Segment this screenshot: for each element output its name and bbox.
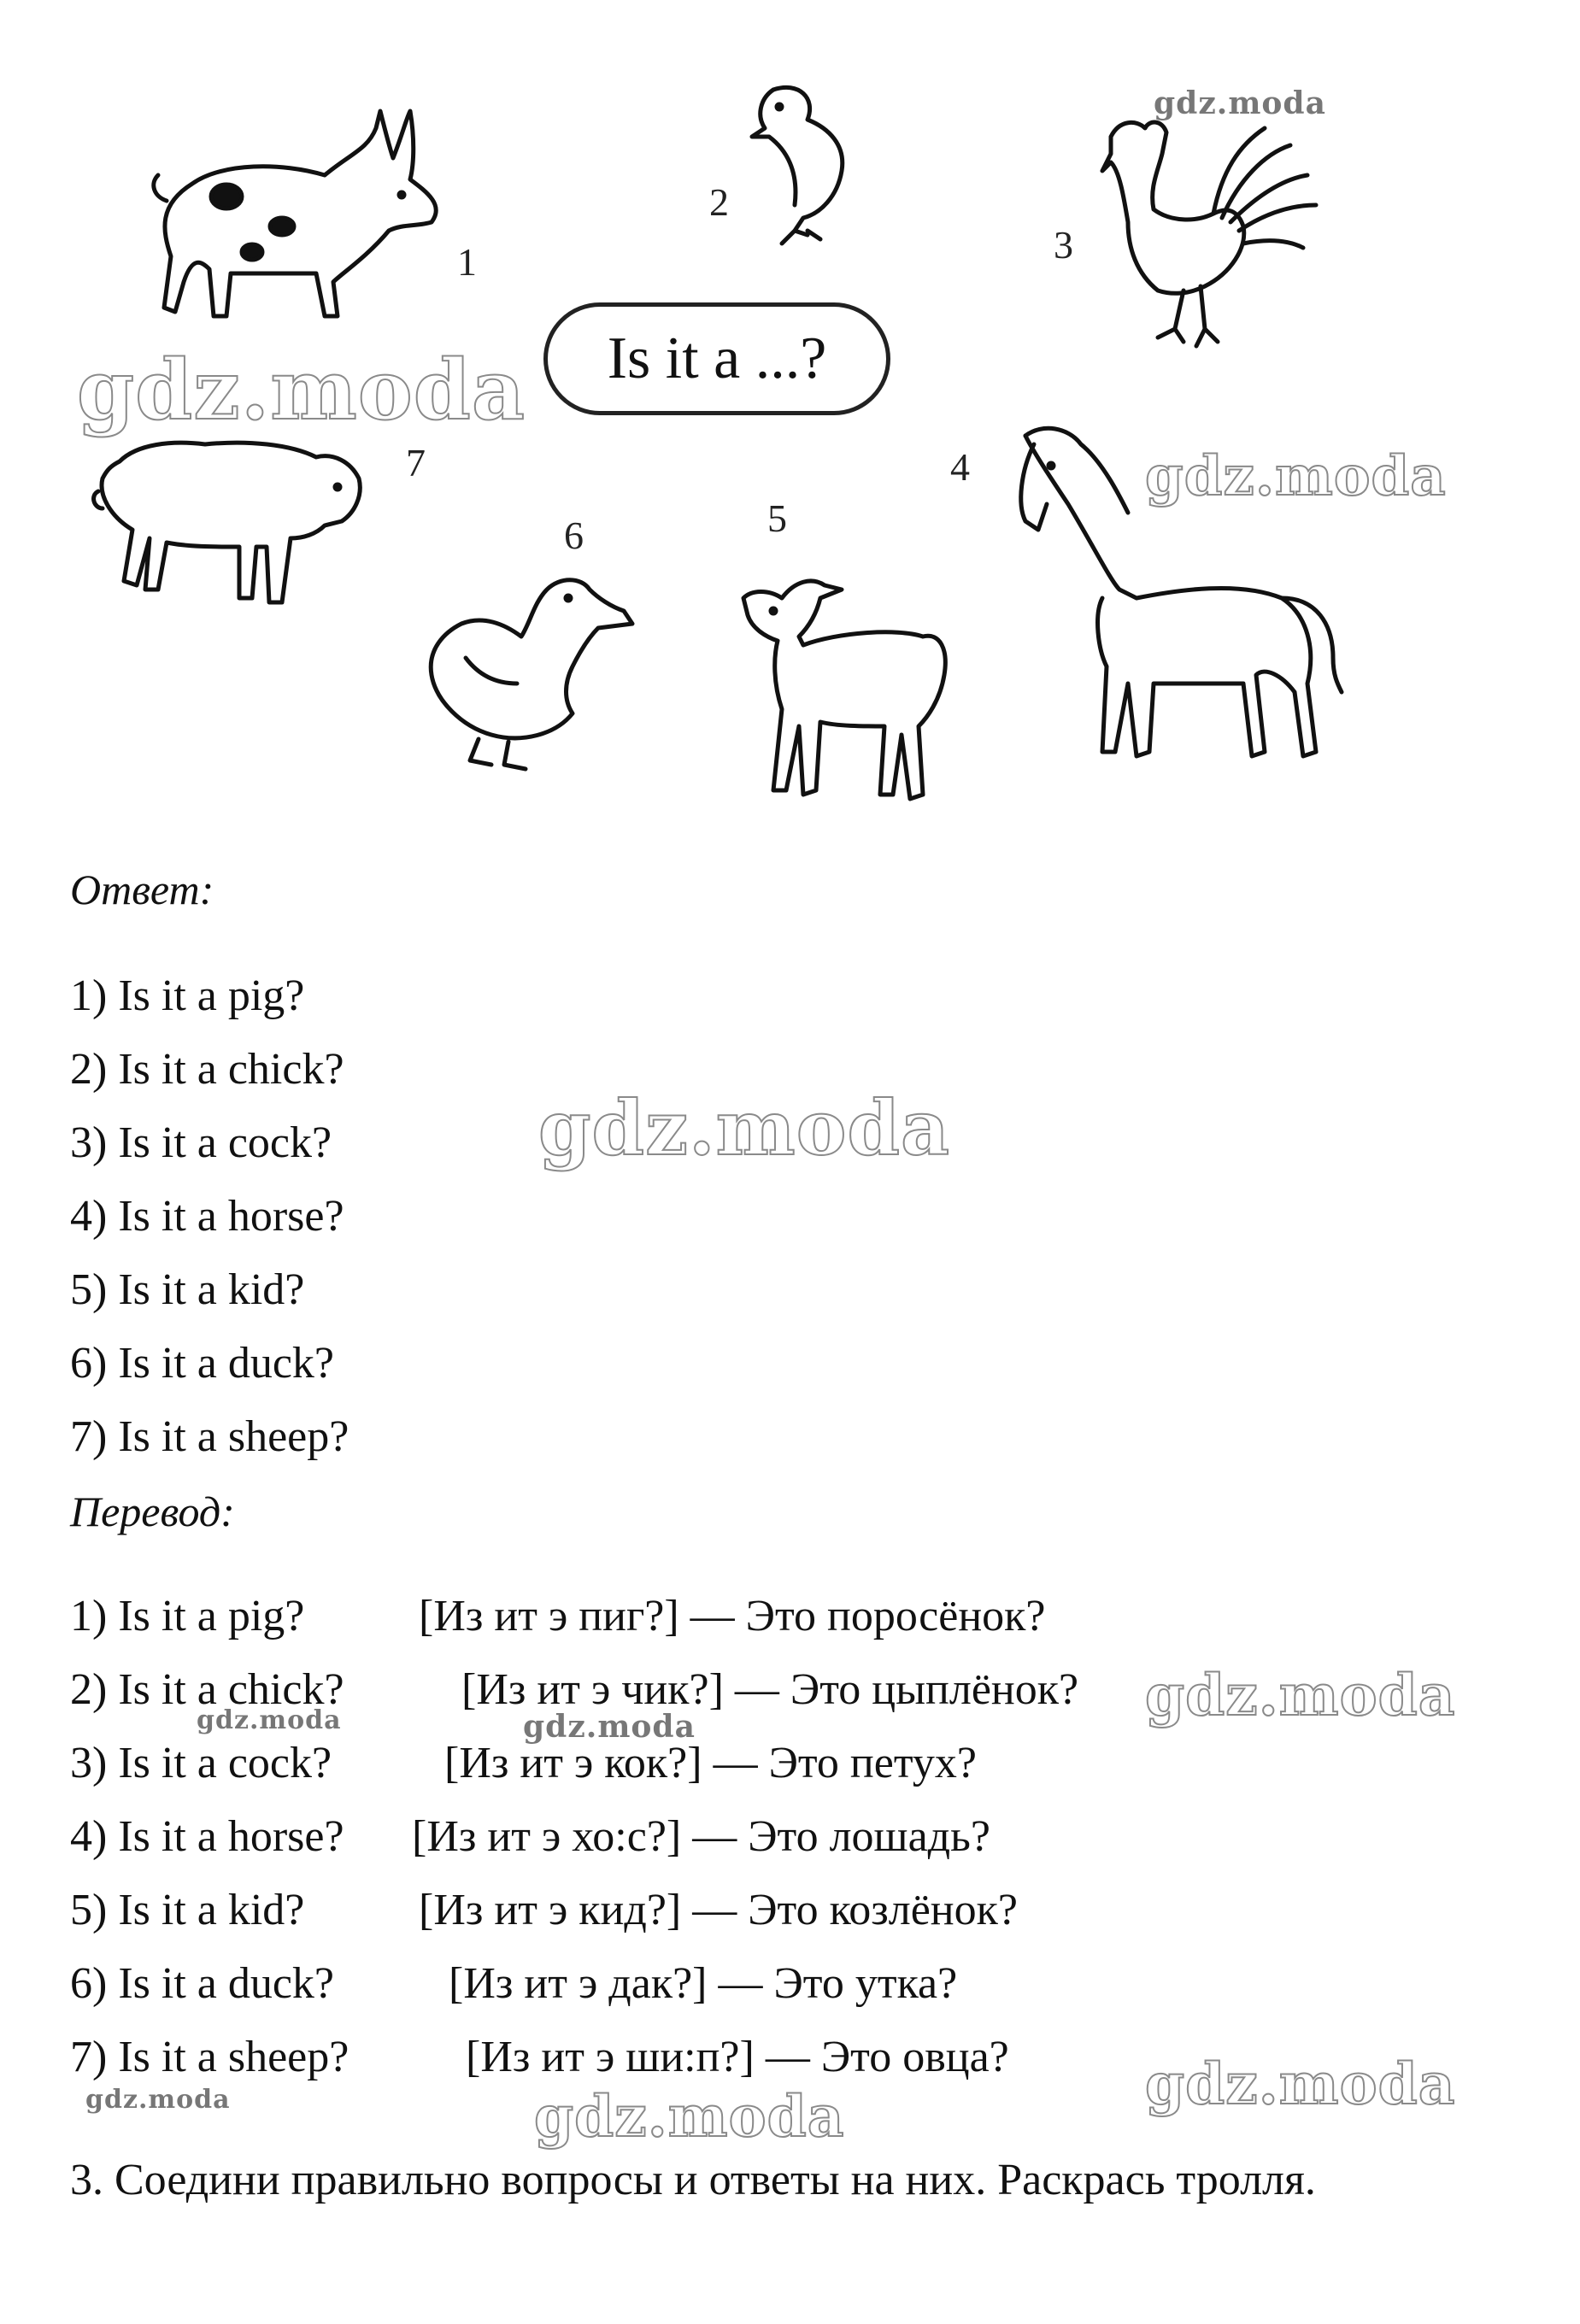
translation-ru: [Из ит э чик?] — Это цыплёнок? — [461, 1665, 1079, 1714]
next-task-instruction: 3. Соедини правильно вопросы и ответы на них. Раскрась тролля. — [70, 2156, 1316, 2204]
animal-number-4: 4 — [950, 445, 970, 489]
translation-en: 6) Is it a duck? — [70, 1959, 335, 2008]
answer-line: 7) Is it a sheep? — [70, 1412, 349, 1461]
answer-line: 6) Is it a duck? — [70, 1339, 335, 1388]
translation-en: 1) Is it a pig? — [70, 1592, 305, 1640]
translation-en: 4) Is it a horse? — [70, 1812, 344, 1861]
animal-number-1: 1 — [457, 240, 477, 284]
animal-number-3: 3 — [1054, 223, 1073, 267]
translation-ru: [Из ит э дак?] — Это утка? — [449, 1959, 958, 2008]
translation-ru: [Из ит э кок?] — Это петух? — [444, 1739, 977, 1787]
translation-en: 5) Is it a kid? — [70, 1886, 305, 1934]
question-bubble: Is it a ...? — [543, 302, 890, 415]
translation-en: 3) Is it a cock? — [70, 1739, 332, 1787]
answer-line: 4) Is it a horse? — [70, 1192, 344, 1241]
watermark: gdz.moda — [538, 1083, 951, 1172]
translation-ru: [Из ит э хо:с?] — Это лошадь? — [412, 1812, 990, 1861]
translation-ru: [Из ит э кид?] — Это козлёнок? — [419, 1886, 1018, 1934]
watermark: gdz.moda — [1154, 85, 1326, 121]
watermark: gdz.moda — [534, 2083, 845, 2150]
translation-en: 2) Is it a chick? — [70, 1665, 344, 1714]
watermark: gdz.moda — [1145, 1662, 1456, 1728]
animal-number-6: 6 — [564, 514, 584, 557]
animal-number-7: 7 — [406, 441, 426, 484]
cock-icon — [1102, 122, 1316, 346]
answer-line: 5) Is it a kid? — [70, 1265, 305, 1314]
translation-ru: [Из ит э пиг?] — Это поросёнок? — [419, 1592, 1046, 1640]
animal-number-5: 5 — [767, 496, 787, 540]
answer-line: 3) Is it a cock? — [70, 1118, 332, 1167]
pig-icon — [154, 111, 436, 316]
watermark: gdz.moda — [523, 1709, 696, 1745]
watermark: gdz.moda — [197, 1705, 342, 1735]
translation-en: 7) Is it a sheep? — [70, 2033, 349, 2081]
translation-ru: [Из ит э ши:п?] — Это овца? — [466, 2033, 1009, 2081]
animal-number-2: 2 — [709, 180, 729, 224]
chick-icon — [752, 87, 843, 244]
answer-line: 2) Is it a chick? — [70, 1045, 344, 1094]
translation-heading: Перевод: — [70, 1488, 235, 1535]
sheep-icon — [94, 443, 361, 602]
watermark: gdz.moda — [77, 342, 526, 438]
duck-icon — [431, 580, 632, 769]
kid-icon — [743, 581, 945, 799]
watermark: gdz.moda — [1145, 444, 1447, 508]
watermark: gdz.moda — [85, 2085, 231, 2115]
watermark: gdz.moda — [1145, 2051, 1456, 2117]
answer-heading: Ответ: — [70, 866, 214, 913]
answer-line: 1) Is it a pig? — [70, 971, 305, 1020]
